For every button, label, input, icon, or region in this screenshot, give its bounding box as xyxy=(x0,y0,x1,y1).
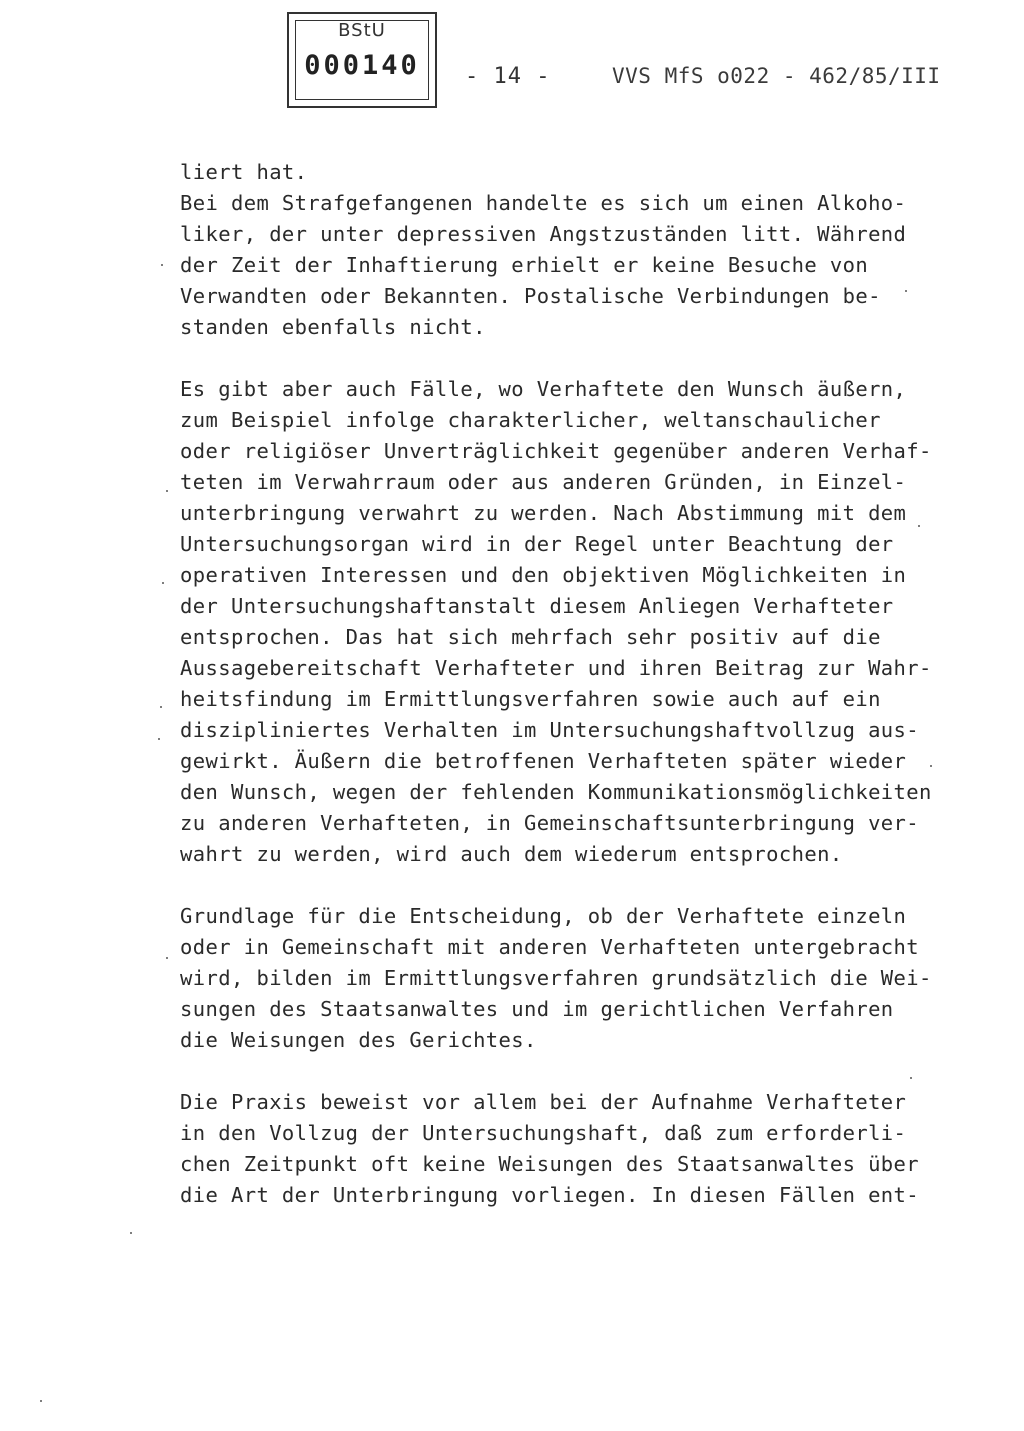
text-line: liker, der unter depressiven Angstzuständen litt. Während xyxy=(180,222,907,246)
text-line: standen ebenfalls nicht. xyxy=(180,315,486,339)
scan-speck xyxy=(160,706,162,708)
paragraph-3 xyxy=(180,901,940,1056)
text-line: Bei dem Strafgefangenen handelte es sich um einen Alkoho- xyxy=(180,191,907,215)
scan-speck xyxy=(910,1077,912,1079)
text-line: entsprochen. Das hat sich mehrfach sehr positiv auf die xyxy=(180,625,881,649)
scan-speck xyxy=(162,582,164,584)
text-line: den Wunsch, wegen der fehlenden Kommunikationsmöglichkeiten xyxy=(180,780,932,804)
text-line: die Weisungen des Gerichtes. xyxy=(180,1028,537,1052)
paragraph-1 xyxy=(180,157,940,343)
text-line: liert hat. xyxy=(180,160,308,184)
text-line: der Untersuchungshaftanstalt diesem Anliegen Verhafteter xyxy=(180,594,894,618)
paragraph-gap xyxy=(180,343,940,374)
page-number: - 14 - xyxy=(465,64,551,89)
text-line: teten im Verwahrraum oder aus anderen Gründen, in Einzel- xyxy=(180,470,907,494)
text-line: sungen des Staatsanwaltes und im gerichtlichen Verfahren xyxy=(180,997,894,1021)
text-line: Die Praxis beweist vor allem bei der Aufnahme Verhafteter xyxy=(180,1090,907,1114)
text-line: unterbringung verwahrt zu werden. Nach Abstimmung mit dem xyxy=(180,501,907,525)
scan-speck xyxy=(918,525,920,527)
scan-speck xyxy=(930,765,932,767)
text-line: Untersuchungsorgan wird in der Regel unter Beachtung der xyxy=(180,532,894,556)
text-line: Es gibt aber auch Fälle, wo Verhaftete den Wunsch äußern, xyxy=(180,377,907,401)
text-line: oder in Gemeinschaft mit anderen Verhafteten untergebracht xyxy=(180,935,920,959)
stamp-label: BStU xyxy=(338,20,386,41)
text-line: zu anderen Verhafteten, in Gemeinschaftsunterbringung ver- xyxy=(180,811,920,835)
text-line: heitsfindung im Ermittlungsverfahren sowie auch auf ein xyxy=(180,687,881,711)
text-line: operativen Interessen und den objektiven Möglichkeiten in xyxy=(180,563,907,587)
scan-speck xyxy=(40,1400,42,1402)
text-line: diszipliniertes Verhalten im Untersuchungshaftvollzug aus- xyxy=(180,718,920,742)
body-text xyxy=(180,157,940,1211)
text-line: Aussagebereitschaft Verhafteter und ihren Beitrag zur Wahr- xyxy=(180,656,932,680)
text-line: wahrt zu werden, wird auch dem wiederum entsprochen. xyxy=(180,842,843,866)
archive-stamp xyxy=(287,12,437,108)
scan-speck xyxy=(130,1232,132,1234)
scan-speck xyxy=(161,264,163,266)
paragraph-gap xyxy=(180,1056,940,1087)
text-line: in den Vollzug der Untersuchungshaft, daß zum erforderli- xyxy=(180,1121,907,1145)
text-line: oder religiöser Unverträglichkeit gegenüber anderen Verhaf- xyxy=(180,439,932,463)
paragraph-gap xyxy=(180,870,940,901)
paragraph-2 xyxy=(180,374,940,870)
text-line: Verwandten oder Bekannten. Postalische Verbindungen be- xyxy=(180,284,881,308)
scan-speck xyxy=(158,738,160,740)
text-line: chen Zeitpunkt oft keine Weisungen des Staatsanwaltes über xyxy=(180,1152,920,1176)
stamp-number: 000140 xyxy=(304,50,420,81)
scan-speck xyxy=(166,957,168,959)
scan-speck xyxy=(166,490,168,492)
text-line: der Zeit der Inhaftierung erhielt er keine Besuche von xyxy=(180,253,869,277)
text-line: die Art der Unterbringung vorliegen. In diesen Fällen ent- xyxy=(180,1183,920,1207)
text-line: Grundlage für die Entscheidung, ob der Verhaftete einzeln xyxy=(180,904,907,928)
document-reference: VVS MfS o022 - 462/85/III xyxy=(612,64,941,88)
paragraph-4 xyxy=(180,1087,940,1211)
text-line: wird, bilden im Ermittlungsverfahren grundsätzlich die Wei- xyxy=(180,966,932,990)
text-line: gewirkt. Äußern die betroffenen Verhafteten später wieder xyxy=(180,749,907,773)
text-line: zum Beispiel infolge charakterlicher, weltanschaulicher xyxy=(180,408,881,432)
scan-speck xyxy=(905,290,907,292)
